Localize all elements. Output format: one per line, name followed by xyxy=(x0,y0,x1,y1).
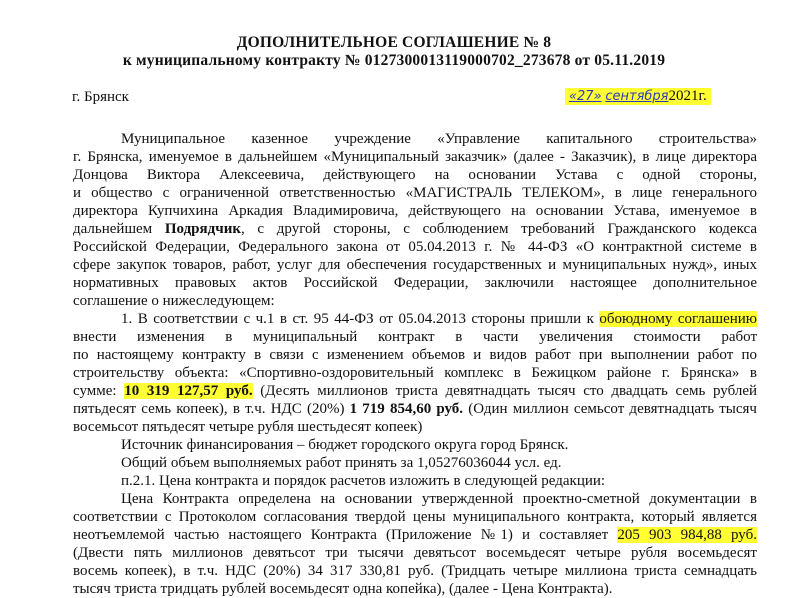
text-line: восемь копеек), в т.ч. НДС (20%) 34 317 330,81 руб. (Тридцать четыре миллиона триста семнадцать xyxy=(73,563,757,579)
text-line: г. Брянска, именуемое в дальнейшем «Муниципальный заказчик» (далее - Заказчик), в лице директора xyxy=(73,149,757,165)
text-line: Муниципальное казенное учреждение «Управление капитального строительства» xyxy=(121,131,757,147)
text-segment: сумме: xyxy=(73,383,125,399)
text-line: внести изменения в муниципальный контракт в части увеличения стоимости работ xyxy=(73,329,757,345)
document-subtitle: к муниципальному контракту № 0127300013119000702_273678 от 05.11.2019 xyxy=(122,52,666,69)
text-line: по настоящему контракту в связи с изменением объемов и видов работ при выполнении работ по xyxy=(73,347,757,363)
text-segment: (Десять миллионов триста девятнадцать тысяч сто двадцать семь рублей xyxy=(252,383,758,399)
text-line xyxy=(73,220,757,238)
text-line: Общий объем выполняемых работ принять за 1,05276036044 усл. ед. xyxy=(121,455,562,471)
text-segment: (Один миллион семьсот девятнадцать тысяч xyxy=(463,401,757,417)
date-day: 27 xyxy=(577,89,594,104)
date-close-quote: » xyxy=(593,89,602,104)
text-line: и общество с ограниченной ответственностью «МАГИСТРАЛЬ ТЕЛЕКОМ», в лице генерального xyxy=(73,185,757,201)
text-line: восемьсот пятьдесят четыре рубля шестьдесят копеек) xyxy=(73,419,423,435)
date-open-quote: « xyxy=(569,89,578,104)
text-segment: неотъемлемой частью настоящего Контракта (Приложение №1) и составляет xyxy=(73,527,618,543)
text-line: тысяч триста тридцать рублей восемьдесят одна копейка), (далее - Цена Контракта). xyxy=(73,581,613,597)
text-line: нормативных правовых актов Российской Федерации, заключили настоящее дополнительное xyxy=(73,275,757,291)
place: г. Брянск xyxy=(72,89,129,105)
text-segment: 1. В соответствии с ч.1 в ст. 95 44-ФЗ от 05.04.2013 стороны пришли к xyxy=(121,311,600,327)
vat-amount: 1 719 854,60 руб. xyxy=(349,401,464,417)
highlighted-phrase: обоюдному соглашению xyxy=(599,311,757,327)
document-title: ДОПОЛНИТЕЛЬНОЕ СОГЛАШЕНИЕ № 8 xyxy=(236,34,552,51)
text-line: Донцова Виктора Алексеевича, действующего на основании Устава с одной стороны, xyxy=(73,167,757,183)
text-line: Российской Федерации, Федерального закона от 05.04.2013 г. № 44-ФЗ «О контрактной системе в xyxy=(73,239,757,255)
contract-price: 205 903 984,88 руб. xyxy=(617,527,757,543)
text-line: директора Купчихина Аркадия Владимировича, действующего на основании Устава, именуемое в xyxy=(73,203,757,219)
date-month: сентября xyxy=(605,89,669,104)
text-line xyxy=(73,382,757,400)
text-line xyxy=(121,310,757,328)
text-segment: дальнейшем xyxy=(73,221,165,237)
text-line: сфере закупок товаров, работ, услуг для обеспечения государственных и муниципальных нужд», иных xyxy=(73,257,757,273)
text-line: Цена Контракта определена на основании утвержденной проектно-сметной документации в xyxy=(121,491,757,507)
text-line: строительству объекта: «Спортивно-оздоровительный комплекс в Бежицком районе г. Брянска» в xyxy=(73,365,757,381)
text-line: соответствии с Протоколом согласования твердой цены муниципального контракта, который является xyxy=(73,509,757,525)
text-segment: пятьдесят семь копеек), в т.ч. НДС (20%) xyxy=(73,401,350,417)
contractor-term: Подрядчик xyxy=(164,221,241,237)
date-year: 2021г. xyxy=(668,88,707,104)
agreement-date xyxy=(565,88,711,105)
text-line xyxy=(73,526,757,544)
text-line: Источник финансирования – бюджет городского округа город Брянск. xyxy=(121,437,569,453)
text-line: (Двести пять миллионов девятьсот три тысячи девятьсот восемьдесят четыре рубля восемьдесят xyxy=(73,545,757,561)
text-line: соглашение о нижеследующем: xyxy=(73,293,275,309)
increase-amount: 10 319 127,57 руб. xyxy=(124,383,253,399)
text-segment: , с другой стороны, с соблюдением требований Гражданского кодекса xyxy=(240,221,757,237)
text-line: п.2.1. Цена контракта и порядок расчетов изложить в следующей редакции: xyxy=(121,473,606,489)
text-line xyxy=(73,400,757,418)
